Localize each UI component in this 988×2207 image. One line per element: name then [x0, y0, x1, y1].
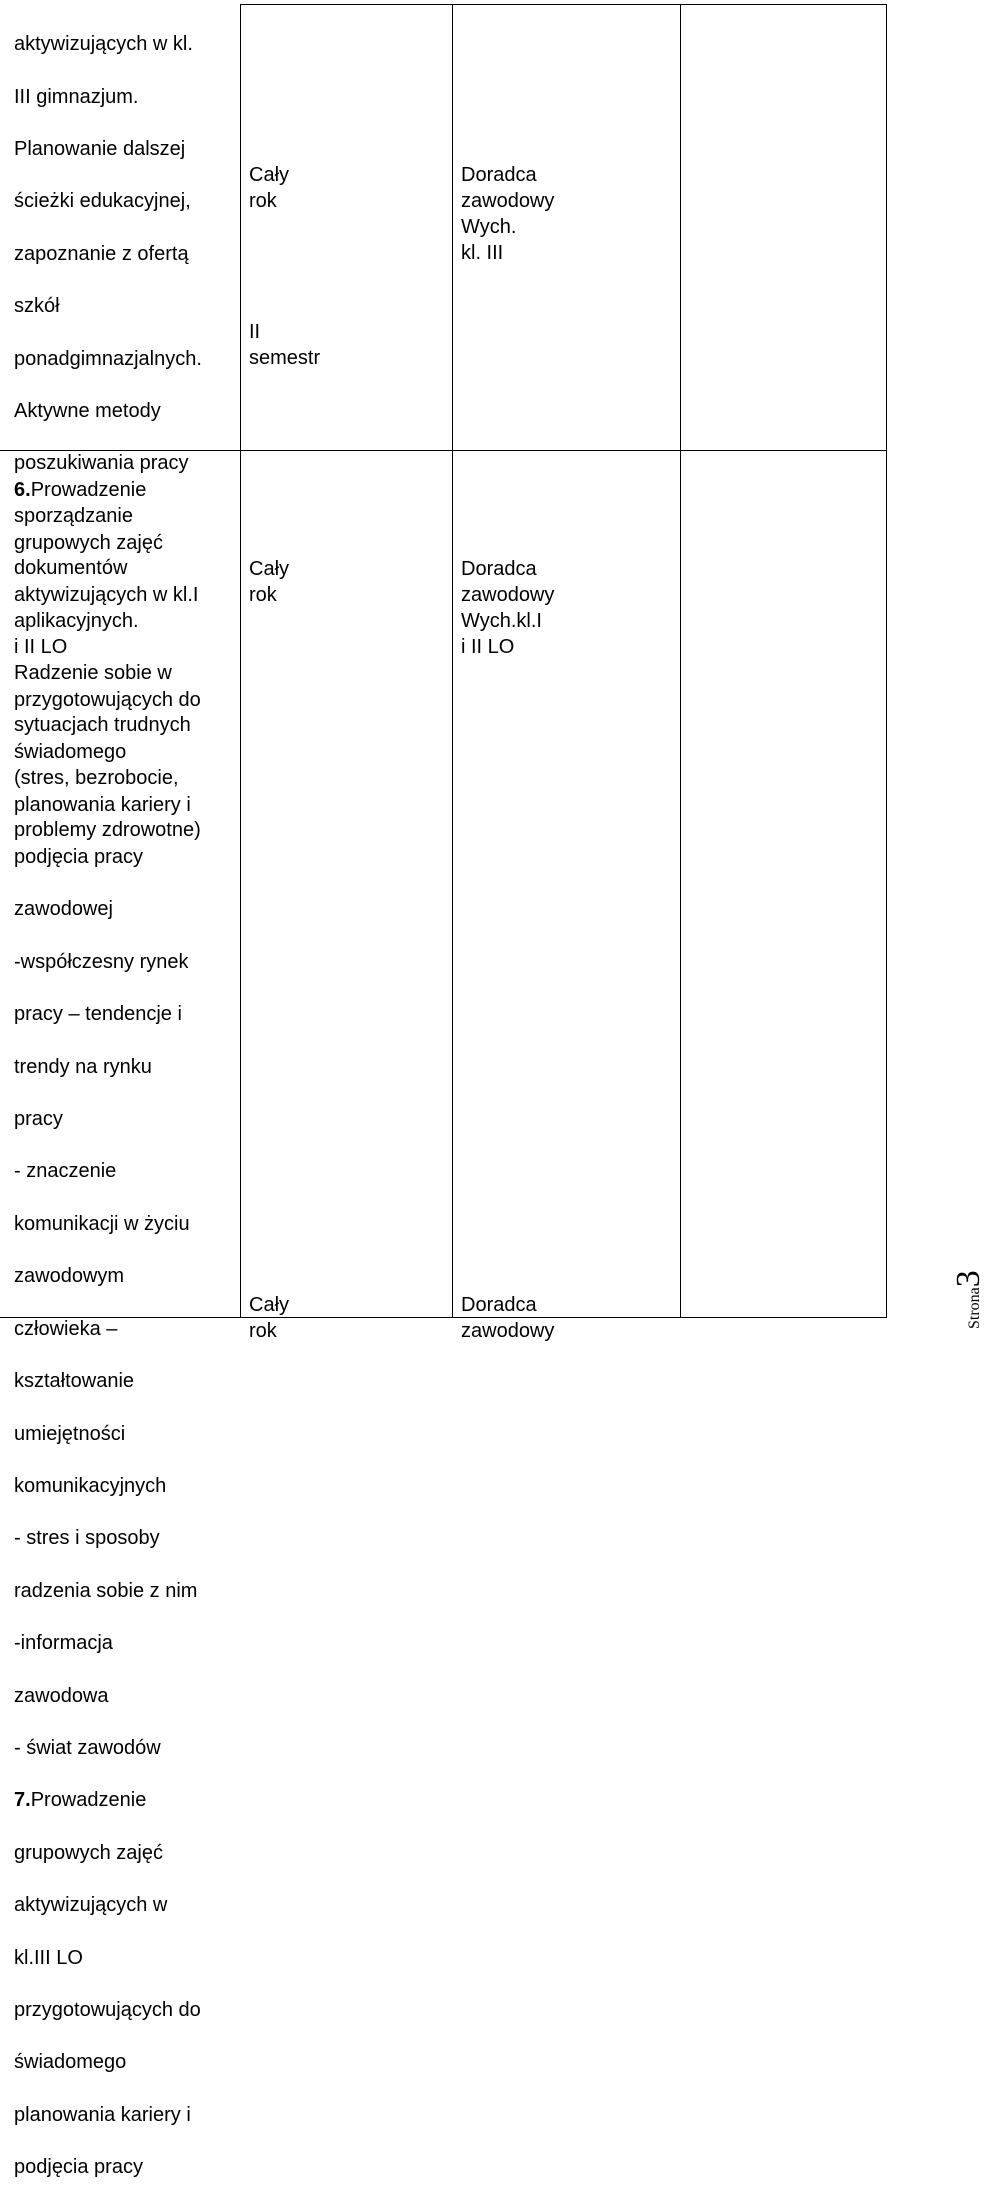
row2-topic-first: Prowadzenie	[30, 479, 147, 502]
row1-topic-line: problemy zdrowotne)	[14, 819, 201, 842]
row1-topic-line: ponadgimnazjalnych.	[14, 347, 202, 370]
row2-topic-line: aktywizujących w kl.I	[14, 584, 199, 607]
row2-next-topic-first-line	[14, 1787, 240, 1813]
footer-label: Strona	[966, 1287, 983, 1329]
row1-topic-line: Planowanie dalszej	[14, 138, 186, 161]
row2-topic-line: umiejętności	[14, 1422, 126, 1445]
row2-topic-line: zawodowym	[14, 1265, 125, 1288]
row2-topic-line: grupowych zajęć	[14, 531, 163, 554]
row1-term: Cały rok	[249, 164, 290, 213]
row1-topic-line: III gimnazjum.	[14, 85, 139, 108]
table-border-right	[886, 4, 887, 1318]
row2-next-topic-line: przygotowujących do	[14, 1998, 201, 2021]
row2-topic-line: przygotowujących do	[14, 688, 201, 711]
row2-next-topic-line: planowania kariery i	[14, 2103, 191, 2126]
row2-next-topic-line: aktywizujących w	[14, 1894, 168, 1917]
row1-topic-line: zapoznanie z ofertą	[14, 242, 189, 265]
row2-next-topic-line: kl.III LO	[14, 1946, 83, 1969]
row2-topic-line: komunikacji w życiu	[14, 1212, 190, 1235]
item-number-6: 6.	[14, 479, 31, 502]
footer-page-number: 3	[950, 1270, 987, 1288]
row2-topic-line: -współczesny rynek	[14, 950, 189, 973]
row1-term-semester: II semestr	[249, 321, 321, 370]
row2-topic-line: zawodowa	[14, 1684, 109, 1707]
row1-topic-line: ścieżki edukacyjnej,	[14, 190, 191, 213]
row1-person: Doradca zawodowy	[461, 164, 555, 213]
row2-topic-line: radzenia sobie z nim	[14, 1579, 198, 1602]
row2-term: Cały rok	[249, 558, 290, 607]
column-divider-1	[240, 4, 241, 1318]
row2-topic-line: podjęcia pracy	[14, 846, 143, 869]
row2-next-topic-line: świadomego	[14, 2051, 127, 2074]
row1-topic-line: aktywizujących w kl.	[14, 33, 193, 56]
row1-topic-line: aplikacyjnych.	[14, 609, 139, 632]
row1-topic-line: szkół	[14, 295, 60, 318]
item-number-7: 7.	[14, 1789, 31, 1812]
row1-target: Wych. kl. III	[461, 216, 517, 265]
row2-topic-line: planowania kariery i	[14, 793, 191, 816]
row2-topic-line: człowieka –	[14, 1317, 118, 1340]
row2-next-topic-line: podjęcia pracy	[14, 2156, 143, 2179]
row2-topic-line: kształtowanie	[14, 1370, 135, 1393]
row2-topic-line: pracy – tendencje i	[14, 1003, 182, 1026]
column-divider-2	[452, 4, 453, 1318]
row2-topic-line: - świat zawodów	[14, 1736, 161, 1759]
row1-topic-line: Aktywne metody	[14, 400, 161, 423]
row2-topic-line: - stres i sposoby	[14, 1527, 160, 1550]
row2-target: Wych.kl.I i II LO	[461, 610, 542, 659]
row2-next-topic-first: Prowadzenie	[30, 1789, 147, 1812]
row2-topic-line: komunikacyjnych	[14, 1474, 167, 1497]
row2-topic-line: trendy na rynku	[14, 1055, 152, 1078]
row2-topic-line: i II LO	[14, 636, 68, 659]
row2-topic-line: -informacja	[14, 1632, 113, 1655]
row2-topic-line: pracy	[14, 1108, 63, 1131]
row2-topic-line: zawodowej	[14, 898, 113, 921]
row2-person: Doradca zawodowy	[461, 558, 555, 607]
row1-topic-line: (stres, bezrobocie,	[14, 766, 179, 789]
row1-topic-line: sporządzanie	[14, 504, 133, 527]
row2-next-topic-line: grupowych zajęć	[14, 1841, 163, 1864]
row3-term: Cały rok	[249, 1294, 290, 1343]
table-border-top	[241, 4, 887, 5]
row2-topic	[14, 451, 240, 2207]
row1-topic-line: dokumentów	[14, 557, 128, 580]
row3-person: Doradca zawodowy	[461, 1294, 555, 1343]
page-number-label	[950, 1270, 988, 1329]
row2-topic-line: - znaczenie	[14, 1160, 117, 1183]
row1-topic-line: sytuacjach trudnych	[14, 714, 191, 737]
row1-topic-line: Radzenie sobie w	[14, 662, 172, 685]
row2-topic-line: świadomego	[14, 741, 127, 764]
page-footer	[922, 1250, 987, 1329]
row1-topic-line: poszukiwania pracy	[14, 452, 189, 475]
row2-topic-first-line	[14, 477, 240, 503]
column-divider-3	[680, 4, 681, 1318]
